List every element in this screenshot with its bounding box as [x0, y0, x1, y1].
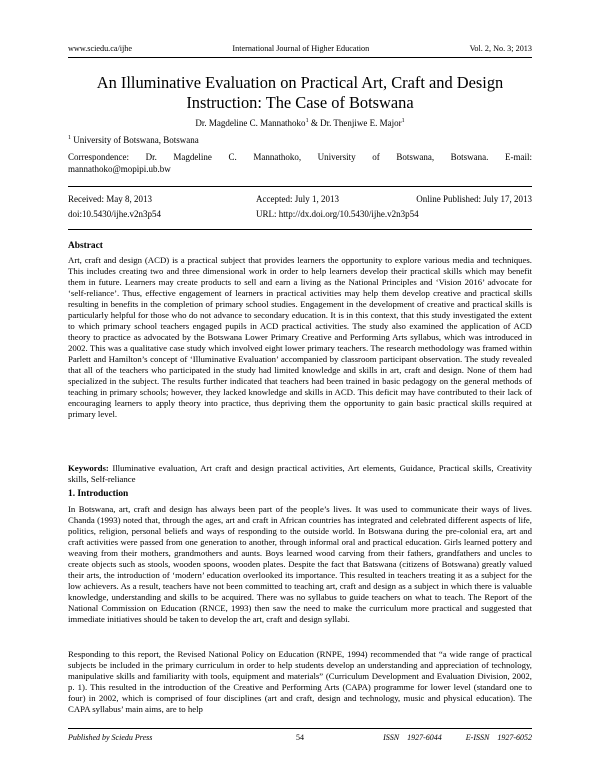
eissn: E-ISSN 1927-6052 — [465, 733, 532, 742]
author-2-affil-mark: 1 — [401, 118, 405, 124]
issn: ISSN 1927-6044 — [383, 733, 442, 742]
journal-url[interactable]: www.sciedu.ca/ijhe — [68, 44, 133, 53]
paragraph-text: In Botswana, art, craft and design has always been part of the people’s lives. It was used to communicate their ways of lives. Chanda (1993) noted that, through the ages, art and craft in African countries has integrated and celebrated different aspects of life, politics, religion, personal beliefs and ways of responding to the outside world. In Botswana during the pre-colonial era, art and craft activities were passed from one generation to another, through informal oral and practical education. Girls learned pottery and weaving from their mothers, grandmothers and aunts. Boys learned wood carving from their fathers, grandfathers and uncles to create objects such as stools, wooden spoons, wooden plates. Despite the fact that Batswana (citizens of Botswana) greatly valued their arts, the introduction of ‘modern’ education overlooked its importance. This resulted in teachers treating it as a subject for the low achievers. As a result, teachers have not been committed to teaching art, craft and design as a subject in which there is valuable knowledge, understanding and skills to be acquired. There was no syllabus to guide teachers on what to teach. The Report of the National Commission on Education (RNCE, 1993) then saw the need to make the curriculum more practical and suggested that immediate initiatives should be taken to develop the art, craft and design syllabi. — [68, 504, 532, 624]
intro-paragraph-2 — [68, 649, 532, 715]
correspondence — [68, 151, 532, 175]
article-title — [68, 73, 532, 113]
author-1-affil-mark: 1 — [305, 118, 309, 124]
intro-paragraph-1 — [68, 504, 532, 625]
volume-info: Vol. 2, No. 3; 2013 — [469, 44, 532, 53]
title-line-2: Instruction: The Case of Botswana — [186, 93, 414, 112]
rule-below-dates — [68, 229, 532, 230]
author-joiner: & — [308, 118, 321, 128]
correspondence-line-1: Correspondence: Dr. Magdeline C. Mannathoko, University of Botswana, Botswana. E-mail: — [68, 152, 532, 162]
page-number: 54 — [296, 733, 304, 742]
author-2: Dr. Thenjiwe E. Major — [320, 118, 402, 128]
keywords-text: Illuminative evaluation, Art craft and design practical activities, Art elements, Guidance, Practical skills, Creativity skills, Self-reliance — [68, 463, 533, 484]
correspondence-email[interactable]: mannathoko@mopipi.ub.bw — [68, 164, 171, 174]
author-list — [68, 118, 532, 128]
accepted-date: Accepted: July 1, 2013 — [256, 194, 339, 204]
footer-rule — [68, 728, 532, 729]
page-footer — [68, 733, 532, 745]
journal-name: International Journal of Higher Education — [232, 44, 370, 53]
affiliation-text: University of Botswana, Botswana — [73, 135, 199, 145]
keywords — [68, 463, 532, 485]
received-date: Received: May 8, 2013 — [68, 194, 152, 204]
affiliation — [68, 135, 199, 145]
paragraph-text: Responding to this report, the Revised National Policy on Education (RNPE, 1994) recommended that “a wide range of practical subjects be included in the primary curriculum in order to help students develop an understanding and appreciation of technology, manipulative skills and familiarity with tools, equipment and materials” (Curriculum Development and Evaluation Division, 2002, p. 1). This resulted in the introduction of the Creative and Performing Arts (CAPA) programme for lower level (standard one to four) in 2002, which is comprised of four disciplines (art and craft, design and technology, music and physical education). The CAPA syllabus’ main aims, are to help — [68, 649, 532, 714]
title-line-1: An Illuminative Evaluation on Practical Art, Craft and Design — [96, 73, 504, 92]
published-date: Online Published: July 17, 2013 — [416, 194, 532, 204]
doi[interactable]: doi:10.5430/ijhe.v2n3p54 — [68, 209, 161, 219]
section-heading: 1. Introduction — [68, 489, 129, 499]
abstract-heading: Abstract — [68, 241, 103, 251]
article-url[interactable]: URL: http://dx.doi.org/10.5430/ijhe.v2n3p54 — [256, 209, 419, 219]
running-header — [68, 44, 532, 56]
keywords-label: Keywords: — [68, 463, 109, 473]
issn-block — [383, 733, 532, 742]
header-rule — [68, 57, 532, 58]
abstract-text: Art, craft and design (ACD) is a practical subject that provides learners the opportunity to explore various media and techniques. This includes creating two and three dimensional work in order to help learners develop their practical skills which may benefit them in future. Learners may create products to sell and earn a living as the National Principles and ‘Vision 2016’ advocate for ‘self-reliance’. Thus, effective engagement of learners in practical activities may help them develop creative and practical skills resulting in benefits in the completion of primary school studies. Engagement in the development of creative and practical skills is particularly helpful for those who do not advance to secondary education. It is in this context, that this study investigated the extent to which primary school teachers engaged pupils in ACD practical activities. The study also examined the application of ACD theory to practice as advocated by the Botswana Lower Primary Creative and Performing Arts syllabus, which was introduced in 2002. This was a qualitative case study which involved eight lower primary teachers. The research methodology was framed within Parlett and Hamilton’s concept of ‘Illuminative Evaluation’ accompanied by classroom participant observation. The study revealed that all of the teachers who participated in the study had limited knowledge and skills in art, craft and design. None of them had specialized in the subject. The results further indicated that teachers had been trained in basic pedagogy on the general methods of teaching in primary schools; however, they lacked knowledge and skills in ACD. This deficit may have contributed to their lack of encouraging learners to apply theory into practice, thus depriving them the opportunity to gain basic practical skills required at primary level. — [68, 255, 532, 419]
rule-above-dates — [68, 186, 532, 187]
publisher: Published by Sciedu Press — [68, 733, 153, 742]
affiliation-mark: 1 — [68, 135, 71, 141]
author-1: Dr. Magdeline C. Mannathoko — [195, 118, 306, 128]
